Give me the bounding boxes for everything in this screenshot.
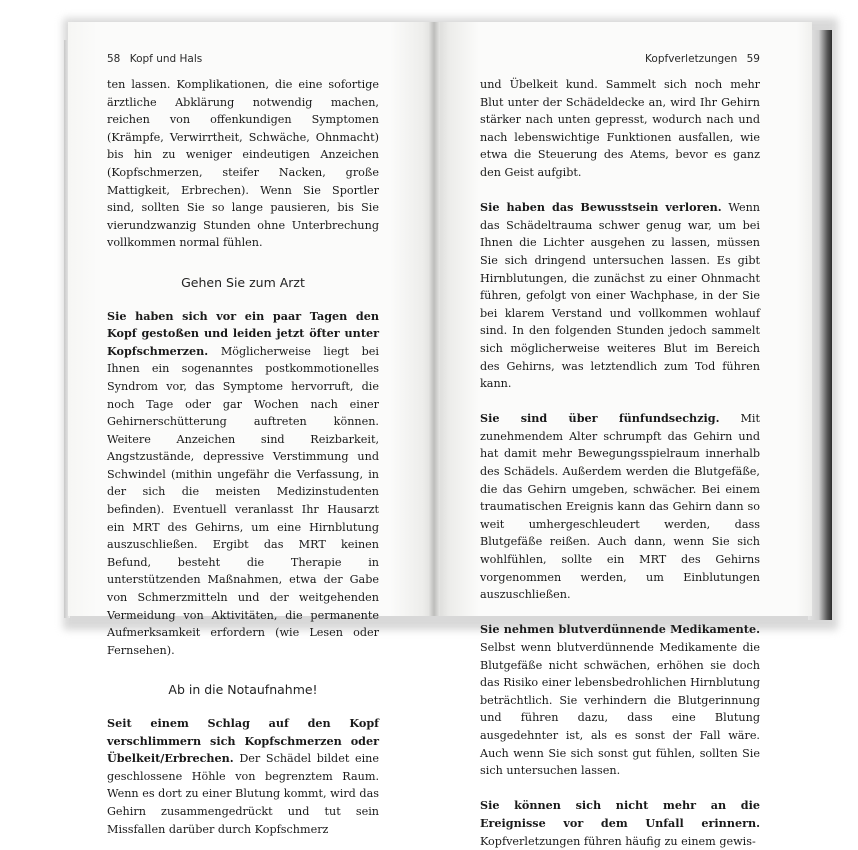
paragraph-body: ten lassen. Komplikationen, die eine sofortige ärztliche Abklärung notwendig machen, reichen von offenkundigen Symptomen (Krämpfe, Verwirrtheit, Schwäche, Ohnmacht) bis hin zu weniger eindeutigen Anzeichen (Kopfschmerzen, steifer Nacken, große Mattigkeit, Erbrechen). Wenn Sie Sportler sind, sollten Sie so lange pausieren, bis Sie vierundzwanzig Stunden ohne Unterbrechung vollkommen normal fühlen. [107, 78, 379, 250]
book-gutter [428, 22, 440, 616]
paragraph-body: und Übelkeit kund. Sammelt sich noch mehr Blut unter der Schädeldecke an, wird Ihr Gehirn stärker nach unten gepresst, wodurch nach und nach lebenswichtige Funktionen ausfallen, wie etwa die Steuerung des Atems, bevor es ganz den Geist aufgibt. [480, 78, 760, 179]
left-running-head [107, 53, 202, 65]
left-page-number: 58 [107, 53, 121, 65]
paragraph-lead: Sie haben das Bewusstsein verloren. [480, 200, 722, 215]
paragraph [480, 76, 760, 182]
left-page-text [107, 76, 379, 838]
paragraph-body: Selbst wenn blutverdünnende Medikamente die Blutgefäße nicht schwächen, erhöhen sie doch das Risiko einer lebensbedrohlichen Hirnblutung beträchtlich. Sie verhindern die Blutgerinnung und führen dazu, dass eine Blutung ausgedehnter ist, als es sonst der Fall wäre. Auch wenn Sie sich sonst gut fühlen, sollten Sie sich untersuchen lassen. [480, 641, 760, 778]
paragraph [480, 621, 760, 779]
section-heading: Gehen Sie zum Arzt [181, 274, 305, 290]
paragraph [107, 715, 379, 838]
right-page-text [480, 76, 760, 850]
paragraph-lead: Sie können sich nicht mehr an die Ereignisse vor dem Unfall erinnern. [480, 798, 760, 830]
paragraph-lead: Seit einem Schlag auf den Kopf verschlimmern sich Kopfschmerzen oder Übelkeit/Erbrechen. [107, 716, 379, 766]
paragraph [480, 797, 760, 850]
paragraph-body: Mit zunehmendem Alter schrumpft das Gehirn und hat damit mehr Bewegungsspielraum innerhalb des Schädels. Außerdem werden die Blutgefäße, die das Gehirn umgeben, schwächer. Bei einem traumatischen Ereignis kann das Gehirn dann so weit umhergeschleudert werden, dass Blutgefäße reißen. Auch dann, wenn Sie sich wohlfühlen, sollte ein MRT des Gehirns vorgenommen werden, um Einblutungen auszuschließen. [480, 412, 760, 602]
paragraph-body: Wenn das Schädeltrauma schwer genug war, um bei Ihnen die Lichter ausgehen zu lassen, müssen Sie sich dringend untersuchen lassen. Es gibt Hirnblutungen, die zunächst zu einer Ohnmacht führen, gefolgt von einer Wachphase, in der Sie bei klarem Verstand und vollkommen wohlauf sind. In den folgenden Stunden jedoch sammelt sich möglicherweise weiteres Blut im Bereich des Gehirns, was letztendlich zum Tod führen kann. [480, 201, 760, 391]
right-running-head [645, 53, 760, 65]
paragraph-lead: Sie sind über fünfundsechzig. [480, 411, 720, 426]
paragraph [107, 308, 379, 660]
paragraph-body: Der Schädel bildet eine geschlossene Höhle von begrenztem Raum. Wenn es dort zu einer Blutung kommt, wird das Gehirn zusammengedrückt und tut sein Missfallen darüber durch Kopfschmerz [107, 752, 379, 836]
paragraph [480, 410, 760, 604]
paragraph [107, 76, 379, 252]
right-page-number: 59 [746, 53, 760, 65]
left-running-head-title: Kopf und Hals [129, 53, 203, 65]
paragraph-lead: Sie nehmen blutverdünnende Medikamente. [480, 622, 760, 637]
paragraph-body: Möglicherweise liegt bei Ihnen ein sogenanntes postkommotionelles Syndrom vor, das Symptome hervorruft, die noch Tage oder gar Wochen nach einer Gehirnerschütterung auftreten können. Weitere Anzeichen sind Reizbarkeit, Angstzustände, depressive Verstimmung und Schwindel (mithin ungefähr die Verfassung, in der sich die meisten Medizinstudenten befinden). Eventuell veranlasst Ihr Hausarzt ein MRT des Gehirns, um eine Hirnblutung auszuschließen. Ergibt das MRT keinen Befund, besteht die Therapie in unterstützenden Maßnahmen, etwa der Gabe von Schmerzmitteln und der weitgehenden Vermeidung von Aktivitäten, die permanente Aufmerksamkeit erfordern (wie Lesen oder Fernsehen). [107, 344, 379, 657]
section-heading: Ab in die Notaufnahme! [168, 682, 318, 698]
right-running-head-title: Kopfverletzungen [645, 53, 738, 65]
paragraph [480, 199, 760, 393]
paragraph-lead: Sie haben sich vor ein paar Tagen den Kopf gestoßen und leiden jetzt öfter unter Kopfschmerzen. [107, 308, 379, 358]
paragraph-body: Kopfverletzungen führen häufig zu einem gewis- [480, 834, 756, 848]
